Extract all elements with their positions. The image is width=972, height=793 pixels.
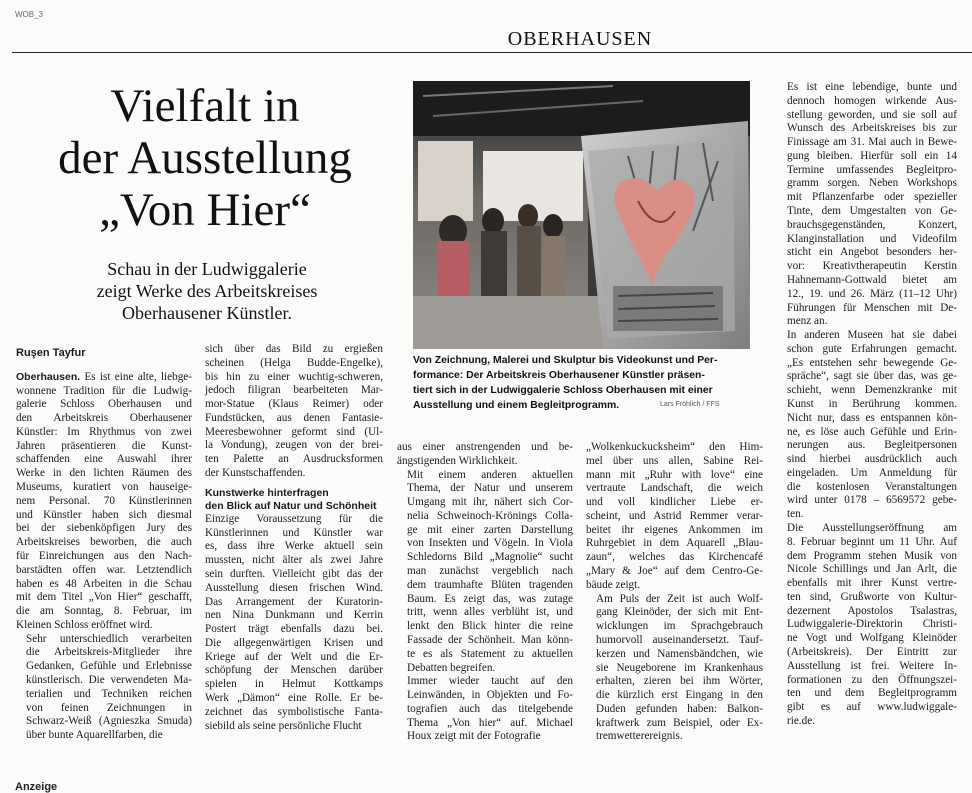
- text-line: nerungen aus. Begleitpersonen: [787, 439, 957, 452]
- text-line: mussten, nicht älter als zwei Jahre: [205, 554, 383, 567]
- text-line: Kunst in Berührung kommen.: [787, 397, 957, 410]
- text-line: Führungen für Menschen mit De-: [787, 301, 957, 314]
- text-line: In anderen Museen hat sie dabei: [787, 329, 957, 342]
- subhead-line: Oberhausener Künstler.: [122, 303, 292, 323]
- dateline: Oberhausen.: [16, 370, 81, 383]
- text-line: Museums, kuratiert von hauseige-: [16, 481, 192, 494]
- text-line: Wunsch des Arbeitskreises bis zur: [787, 122, 957, 135]
- article-column-1: [16, 347, 192, 743]
- text-line: Klanginstallation und Videofilm: [787, 232, 957, 245]
- text-line: [16, 371, 192, 385]
- paragraph: [777, 81, 957, 329]
- text-line: Nicole Schillings und Jan Arlt, die: [787, 563, 957, 576]
- text-line: „Es entstehen sehr bewegende Ge-: [787, 356, 957, 369]
- text-line: Houx zeigt mit der Fotografie: [407, 730, 541, 743]
- text-line: Finissage am 31. Mai auch in Bewe-: [787, 136, 957, 149]
- text-line: wicklungen im Sprachgebrauch: [596, 620, 763, 633]
- text-fragment: Es ist eine alte, liebge-: [84, 370, 192, 383]
- text-line: zeichnet das symbolistische Fanta-: [205, 705, 383, 718]
- text-line: „Wolkenkuckucksheim“ den Him-: [586, 441, 763, 453]
- text-line: ten sind, Grußworte von Kultur-: [787, 590, 957, 603]
- headline: [30, 80, 380, 236]
- text-line: die kostenlosen Veranstaltungen: [787, 480, 957, 493]
- text-line: ne, es löse auch Gefühle und Erin-: [787, 425, 957, 438]
- text-line: schöpfung der Menschen darüber: [205, 664, 383, 677]
- text-line: vor: Kreativtherapeutin Kerstin: [787, 260, 957, 273]
- text-line: mit dem Titel „Von Hier“ geschafft,: [16, 591, 192, 604]
- text-line: ängstigenden Wirklichkeit.: [397, 454, 518, 467]
- ad-label: Anzeige: [15, 781, 58, 793]
- text-line: formationen zu den Öffnungszei-: [787, 673, 957, 686]
- text-line: künstlerisch. Die verwendeten Ma-: [26, 673, 192, 686]
- article-column-3: [397, 441, 573, 744]
- text-line: bäude zeigt.: [586, 578, 641, 591]
- text-line: von feinen Zeichnungen in: [26, 701, 192, 714]
- text-line: Umgang mit ihr, nähert sich Cor-: [407, 496, 573, 509]
- text-line: (Arbeitskreis). Der Eintritt zur: [787, 646, 957, 659]
- text-line: Fundstücken, aus denen Fantasie-: [205, 411, 383, 424]
- text-line: Leinwänden, in Objekten und Fo-: [407, 689, 573, 702]
- subheading: [205, 487, 383, 513]
- text-line: für Einreichungen aus den Nach-: [16, 549, 192, 562]
- text-line: Einzige Voraussetzung für die: [205, 512, 383, 525]
- text-line: Meeresbewohner geformt sind (Ul-: [205, 425, 383, 438]
- text-line: Tinte, dem Umgestalten von Ge-: [787, 205, 957, 218]
- text-line: Es ist eine lebendige, bunte und: [787, 81, 957, 93]
- text-line: haben es 48 Arbeiten in die Schau: [16, 577, 192, 590]
- text-line: vertraute Landschaft, die weich: [586, 482, 763, 495]
- text-line: schon gute Erfahrungen gemacht.: [787, 342, 957, 355]
- paragraph: [205, 343, 383, 481]
- paragraph: [205, 513, 383, 734]
- caption-line: formance: Der Arbeitskreis Oberhausener Künstler präsen-: [413, 370, 705, 381]
- text-line: sein durften. Vielleicht gibt das der: [205, 567, 383, 580]
- text-line: tografien auch das titelgebende: [407, 702, 573, 715]
- text-line: schaffenden eine Auswahl ihrer: [16, 453, 192, 466]
- text-line: erhalten, zieren bei ihm Wörter,: [596, 675, 763, 688]
- text-line: Immer wieder taucht auf den: [407, 675, 573, 688]
- text-line: Schledorns Bild „Magnolie“ sucht: [407, 551, 573, 564]
- text-line: Duden gefunden haben: Balkon-: [596, 702, 763, 715]
- paragraph: [777, 522, 957, 729]
- text-line: rie.de.: [787, 714, 815, 727]
- text-line: jedoch filigran bearbeiteten Mar-: [205, 384, 383, 397]
- text-line: wird unter 0178 – 6569572 gebe-: [787, 494, 957, 507]
- exhibition-photo: [413, 81, 750, 349]
- text-line: eingeladen. Um Anmeldung für: [787, 466, 957, 479]
- text-line: man zunächst vergeblich nach: [407, 565, 573, 578]
- text-line: 12., 19. und 26. März (11–12 Uhr): [787, 287, 957, 300]
- text-line: 8. Februar beginnt um 11 Uhr. Auf: [787, 535, 957, 548]
- text-line: Schwarz-Weiß (Agnieszka Smuda): [26, 715, 192, 728]
- text-line: ne Vogt und Wolfgang Kleinöder: [787, 632, 957, 645]
- text-line: terialien und Techniken reichen: [26, 687, 192, 700]
- text-line: Thema „Von hier“ auf. Michael: [407, 716, 573, 729]
- text-line: beitet ihr eigenes Ankommen im: [586, 523, 763, 536]
- text-line: mel über uns allen, Sabine Rei-: [586, 454, 763, 467]
- text-line: spräche“, sagt sie über das, was ge-: [787, 370, 957, 383]
- text-line: kerzen und Namensbändchen, wie: [596, 647, 763, 660]
- text-line: Ausstellung diesen frischen Wind.: [205, 581, 383, 594]
- text-line: Sehr unterschiedlich verarbeiten: [26, 632, 192, 645]
- text-line: dem traumhafte Blüten tragenden: [407, 578, 573, 591]
- text-line: die am Sonntag, 8. Februar, im: [16, 605, 192, 618]
- text-line: sticht ein Angebot besonders her-: [787, 246, 957, 259]
- text-line: den Arbeitskreis Oberhausener: [16, 412, 192, 425]
- text-line: gang Kleinöder, der sich mit Ent-: [596, 606, 763, 619]
- text-line: te es als Statement zu aktuellen: [407, 647, 573, 660]
- photo-credit: Lars Fröhlich / FFS: [660, 401, 720, 408]
- text-line: siebild als seine persönliche Flucht: [205, 719, 362, 732]
- text-line: Jahren präsentieren die Kunst-: [16, 439, 192, 452]
- text-line: spielen in Helmut Kottkamps: [205, 678, 383, 691]
- paragraph: [397, 469, 573, 676]
- article-column-2: [205, 343, 383, 733]
- text-line: schieht, wenn Demenzkranke mit: [787, 384, 957, 397]
- text-line: Künstlerinnen und Künstler war: [205, 526, 383, 539]
- text-line: humorvoll auseinandersetzt. Tauf-: [596, 633, 763, 646]
- text-line: sind hierbei ausdrücklich auch: [787, 453, 957, 466]
- text-line: Fassade der Schönheit. Man könn-: [407, 633, 573, 646]
- paragraph: [586, 441, 763, 593]
- text-line: „Mary & Joe“ auf dem Centro-Ge-: [586, 565, 763, 578]
- text-line: sie Neugeborene im Krankenhaus: [596, 661, 763, 674]
- text-line: ten.: [787, 508, 804, 521]
- caption-line: Ausstellung und einem Begleitprogramm.: [413, 400, 620, 411]
- subheading-line: Kunstwerke hinterfragen: [205, 486, 329, 499]
- text-line: die Arbeitskreis-Mitglieder ihre: [26, 646, 192, 659]
- text-line: Ludwiggalerie-Direktorin Christi-: [787, 618, 957, 631]
- text-line: sich über das Bild zu ergießen: [205, 343, 383, 355]
- text-line: Hahnemann-Gottwald bietet am: [787, 273, 957, 286]
- text-line: mit Pflanzenfarbe oder spezieller: [787, 191, 957, 204]
- text-line: und Künstler haben sich diesmal: [16, 508, 192, 521]
- text-line: Postert trägt ebenfalls dazu bei.: [205, 623, 383, 636]
- text-line: Gedanken, Gefühle und Erlebnisse: [26, 660, 192, 673]
- text-line: mor-Statue (Klaus Reimer) oder: [205, 398, 383, 411]
- text-line: Baum. Es zeigt das, was zutage: [407, 592, 573, 605]
- text-line: Mit einem anderen aktuellen: [407, 468, 573, 481]
- paragraph: [586, 593, 763, 745]
- section-title: OBERHAUSEN: [507, 28, 653, 50]
- caption-line: Von Zeichnung, Malerei und Skulptur bis Videokunst und Per-: [413, 355, 718, 366]
- headline-line: der Ausstellung: [58, 132, 352, 184]
- text-line: Thema, der Natur und unserem: [407, 482, 573, 495]
- text-line: wonnene Tradition für die Ludwig-: [16, 384, 192, 397]
- text-line: Termine umfassendes Begleitpro-: [787, 163, 957, 176]
- text-line: mann mit „Ruhr with love“ eine: [586, 468, 763, 481]
- subhead-line: zeigt Werke des Arbeitskreises: [96, 281, 318, 301]
- text-line: bei der siebenköpfigen Jury des: [16, 522, 192, 535]
- text-line: Ruhrgebiet in dem Aquarell „Blau-: [586, 537, 763, 550]
- text-line: Debatten begreifen.: [407, 661, 496, 674]
- text-line: gung bleiben. Hierfür soll ein 14: [787, 149, 957, 162]
- paragraph: [397, 675, 573, 744]
- text-line: Die Ausstellungseröffnung am: [787, 522, 957, 534]
- byline: Ruşen Tayfur: [16, 347, 86, 359]
- text-line: kraftwerk zum Beispiel, oder Ex-: [596, 716, 763, 729]
- subheading-line: den Blick auf Natur und Schönheit: [205, 499, 377, 512]
- text-line: Werk „Dämon“ eine Rolle. Er be-: [205, 691, 383, 704]
- text-line: aus einer anstrengenden und be-: [397, 441, 573, 453]
- text-line: la Vondung), zeugen von der brei-: [205, 439, 383, 452]
- paragraph: [777, 329, 957, 522]
- text-line: ten und dem Begleitprogramm: [787, 687, 957, 700]
- text-line: nelia Schweinoch-Krönings Colla-: [407, 509, 573, 522]
- text-line: gramm sorgen. Neben Workshops: [787, 177, 957, 190]
- text-line: zaun“, welches das Kirchencafé: [586, 551, 763, 564]
- page-code: WOB_3: [15, 10, 44, 19]
- headline-line: „Von Hier“: [99, 184, 311, 236]
- text-line: die kürzlich erst Eingang in den: [596, 689, 763, 702]
- text-line: Kleinen Schloss eröffnet wird.: [16, 618, 153, 631]
- text-line: gibt es auf www.ludwiggale-: [787, 701, 957, 714]
- text-line: dennoch homogen wirkende Aus-: [787, 94, 957, 107]
- header-rule: [12, 52, 972, 53]
- text-line: nem Personal. 70 Künstlerinnen: [16, 494, 192, 507]
- subheadline: [62, 258, 352, 324]
- text-line: Arbeitskreises beworben, die auch: [16, 536, 192, 549]
- paragraph: [16, 633, 192, 743]
- subhead-line: Schau in der Ludwiggalerie: [107, 259, 307, 279]
- text-line: scheinen (Helga Budde-Engelke),: [205, 356, 383, 369]
- text-line: Kriege auf der Welt und die Er-: [205, 650, 383, 663]
- article-column-4: [586, 441, 763, 744]
- text-line: Die allgegenwärtigen Krisen und: [205, 636, 383, 649]
- text-line: stellung geworden, und sie soll auf: [787, 108, 957, 121]
- paragraph: [397, 441, 573, 469]
- text-line: ten Palette an Ausdrucksformen: [205, 453, 383, 466]
- text-line: und voll kindlicher Liebe er-: [586, 496, 763, 509]
- headline-line: Vielfalt in: [110, 80, 300, 132]
- text-line: nen Nina Dunkmann und Kerrin: [205, 609, 383, 622]
- text-line: brauchsgegenständen, Konzert,: [787, 218, 957, 231]
- text-line: über bunte Aquarellfarben, die: [26, 729, 163, 742]
- text-line: Ausstellung ist frei. Weitere In-: [787, 659, 957, 672]
- text-line: tritt, wenn alles verblüht ist, und: [407, 606, 573, 619]
- text-line: es, dass ihre Werke aktuell sein: [205, 540, 383, 553]
- text-line: ge mit einer zarten Darstellung: [407, 523, 573, 536]
- text-line: Am Puls der Zeit ist auch Wolf-: [596, 592, 763, 605]
- article-column-5: [777, 81, 957, 729]
- text-line: bis hin zu einer wuchtig-schweren,: [205, 370, 383, 383]
- text-line: tremwetterereignis.: [596, 730, 683, 743]
- text-line: Das Arrangement der Kuratorin-: [205, 595, 383, 608]
- text-line: menz an.: [787, 315, 828, 328]
- text-line: der Kunstschaffenden.: [205, 467, 306, 480]
- caption-line: tiert sich in der Ludwiggalerie Schloss Oberhausen mit einer: [413, 385, 713, 396]
- text-line: galerie Schloss Oberhausen und: [16, 398, 192, 411]
- text-line: Künstler: Im Rhythmus von zwei: [16, 425, 192, 438]
- text-line: dezernent Apostolos Tsalastras,: [787, 604, 957, 617]
- text-line: dem Programm stehen Musik von: [787, 549, 957, 562]
- text-line: Nicht nur, dass es entspannen kön-: [787, 411, 957, 424]
- text-line: lenkt den Blick hinter die reine: [407, 620, 573, 633]
- text-line: ebenfalls mit ihrer Kunst vertre-: [787, 577, 957, 590]
- photo-image: [413, 81, 750, 349]
- paragraph: [16, 371, 192, 633]
- text-line: barstädten offen war. Letztendlich: [16, 563, 192, 576]
- text-line: scheint, und Astrid Remmer verar-: [586, 509, 763, 522]
- text-line: Werke in den lichten Räumen des: [16, 467, 192, 480]
- text-line: von Insekten und Vögeln. In Viola: [407, 537, 573, 550]
